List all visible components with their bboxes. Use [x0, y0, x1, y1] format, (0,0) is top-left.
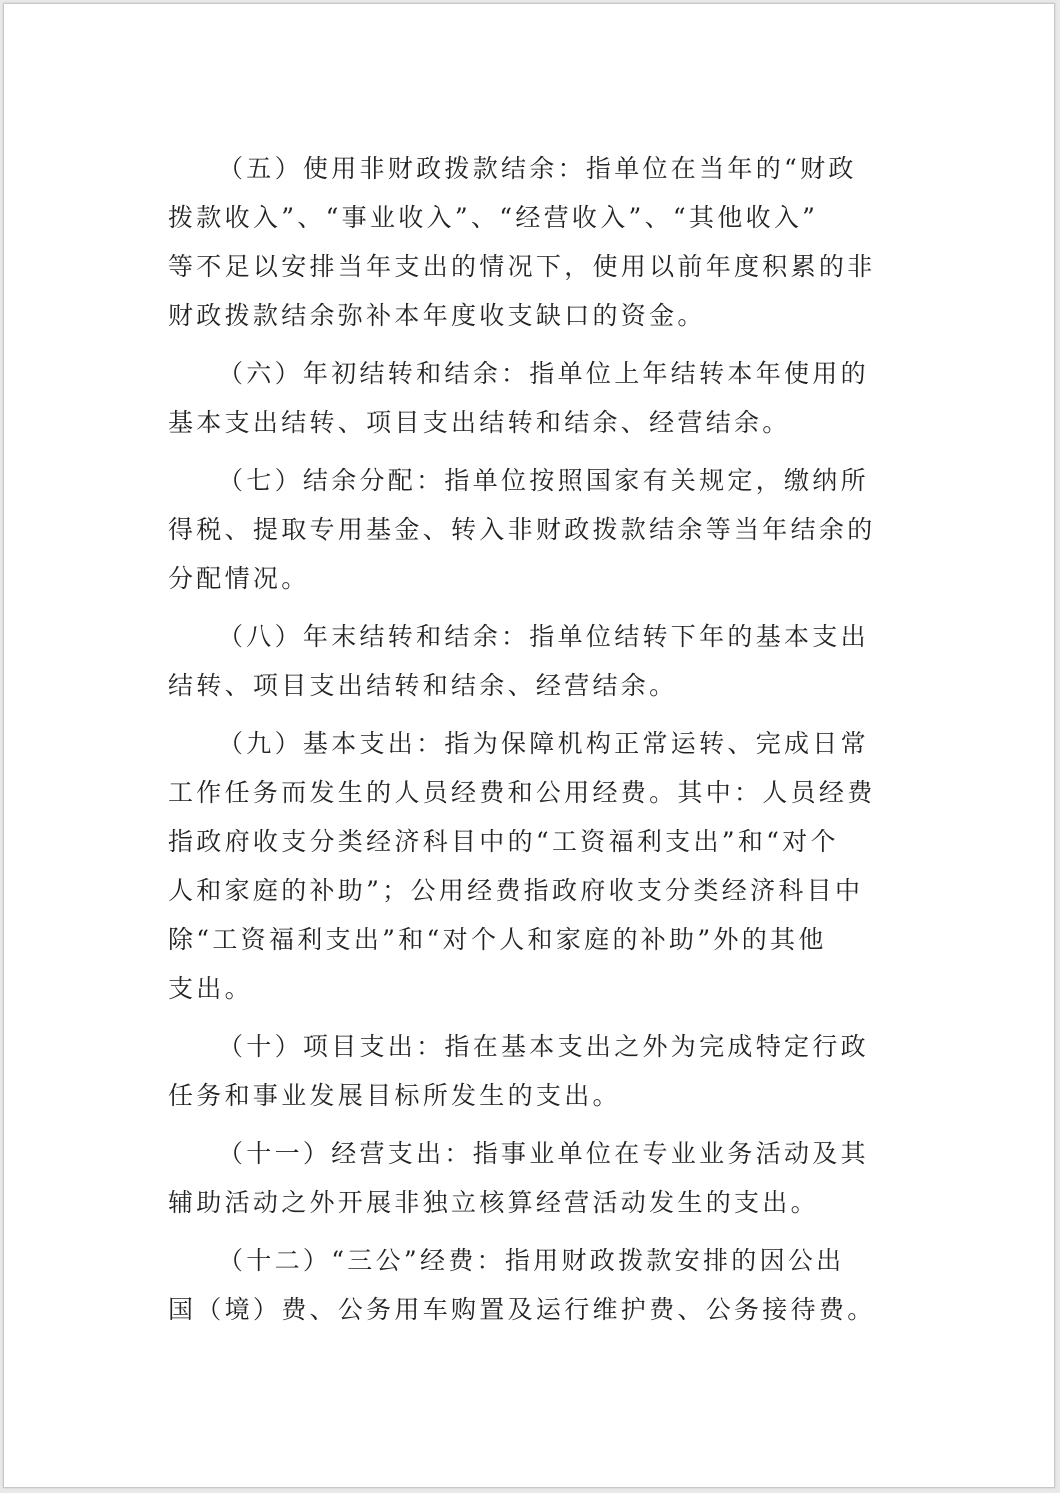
text-line: （七）结余分配：指单位按照国家有关规定，缴纳所 [218, 466, 869, 495]
text-line: （五）使用非财政拨款结余：指单位在当年的“财政 [218, 154, 857, 183]
paragraph-8 [168, 612, 880, 710]
text-line: 辅助活动之外开展非独立核算经营活动发生的支出。 [168, 1188, 819, 1217]
text-line: （九）基本支出：指为保障机构正常运转、完成日常 [218, 729, 869, 758]
paragraph-6 [168, 349, 880, 447]
text-line: （八）年末结转和结余：指单位结转下年的基本支出 [218, 622, 869, 651]
paragraph-7 [168, 456, 880, 603]
text-line: 国（境）费、公务用车购置及运行维护费、公务接待费。 [168, 1295, 876, 1324]
paragraph-9 [168, 719, 880, 1013]
text-line: 结转、项目支出结转和结余、经营结余。 [168, 671, 678, 700]
text-line: 得税、提取专用基金、转入非财政拨款结余等当年结余的 [168, 515, 876, 544]
text-line: 财政拨款结余弥补本年度收支缺口的资金。 [168, 301, 706, 330]
text-line: （六）年初结转和结余：指单位上年结转本年使用的 [218, 359, 869, 388]
document-body [168, 144, 880, 1343]
paragraph-12 [168, 1236, 880, 1334]
text-line: 人和家庭的补助”；公用经费指政府收支分类经济科目中 [168, 876, 864, 905]
paragraph-10 [168, 1022, 880, 1120]
text-line: 工作任务而发生的人员经费和公用经费。其中：人员经费 [168, 778, 876, 807]
text-line: （十一）经营支出：指事业单位在专业业务活动及其 [218, 1139, 869, 1168]
text-line: （十）项目支出：指在基本支出之外为完成特定行政 [218, 1032, 869, 1061]
text-line: （十二）“三公”经费：指用财政拨款安排的因公出 [218, 1246, 845, 1275]
paragraph-5 [168, 144, 880, 340]
text-line: 指政府收支分类经济科目中的“工资福利支出”和“对个 [168, 827, 839, 856]
paragraph-11 [168, 1129, 880, 1227]
text-line: 支出。 [168, 974, 253, 1003]
text-line: 等不足以安排当年支出的情况下，使用以前年度积累的非 [168, 252, 876, 281]
text-line: 拨款收入”、“事业收入”、“经营收入”、“其他收入” [168, 203, 819, 232]
text-line: 除“工资福利支出”和“对个人和家庭的补助”外的其他 [168, 925, 827, 954]
text-line: 任务和事业发展目标所发生的支出。 [168, 1081, 621, 1110]
text-line: 基本支出结转、项目支出结转和结余、经营结余。 [168, 408, 791, 437]
text-line: 分配情况。 [168, 564, 310, 593]
document-page [3, 3, 1055, 1488]
